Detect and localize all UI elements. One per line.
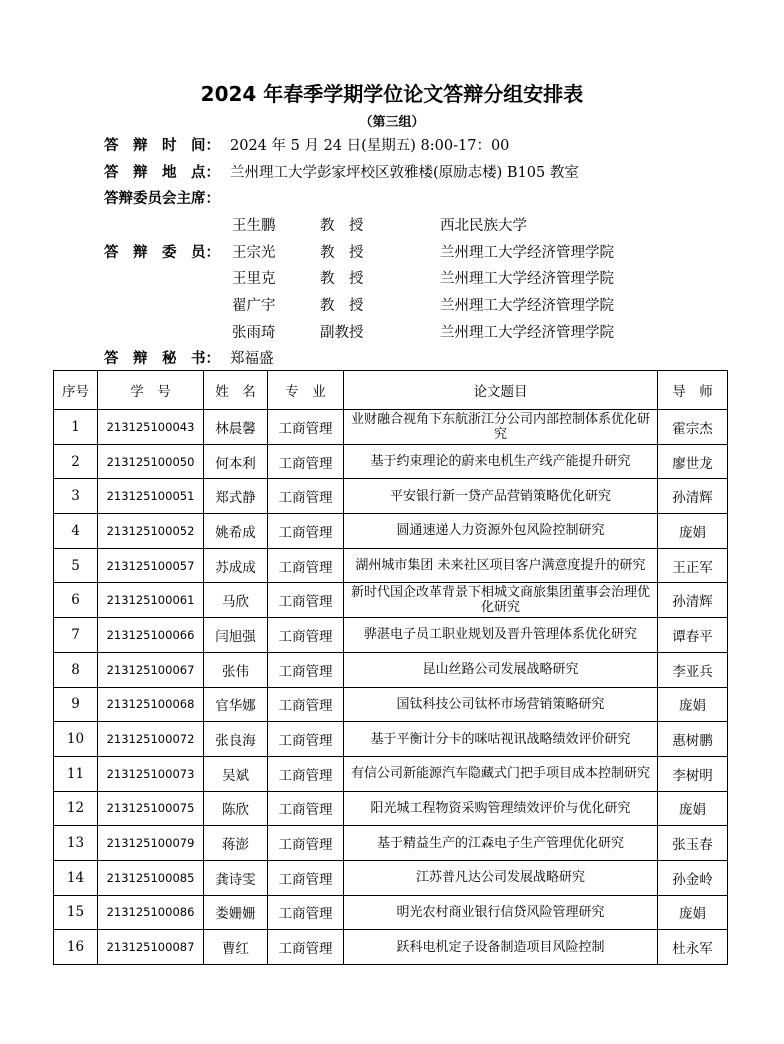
student-id: 213125100072 — [98, 722, 204, 757]
row-index: 15 — [54, 895, 98, 930]
secretary-row — [104, 348, 274, 370]
row-index: 14 — [54, 860, 98, 895]
defense-place-row — [104, 162, 579, 184]
table-row — [54, 548, 728, 583]
student-id: 213125100052 — [98, 514, 204, 549]
advisor: 孙清辉 — [658, 583, 728, 618]
advisor: 廖世龙 — [658, 444, 728, 479]
student-id: 213125100057 — [98, 548, 204, 583]
major: 工商管理 — [268, 930, 344, 965]
row-index: 6 — [54, 583, 98, 618]
row-index: 13 — [54, 826, 98, 861]
advisor: 庞娟 — [658, 687, 728, 722]
defense-time-value: 2024 年 5 月 24 日(星期五) 8:00-17：00 — [230, 138, 510, 154]
page-title: 2024 年春季学期学位论文答辩分组安排表 — [200, 82, 584, 106]
major: 工商管理 — [268, 444, 344, 479]
major: 工商管理 — [268, 548, 344, 583]
student-name: 曹红 — [204, 930, 268, 965]
member-name: 翟广宇 — [232, 298, 276, 314]
thesis-title: 基于精益生产的江森电子生产管理优化研究 — [344, 826, 658, 861]
row-index: 2 — [54, 444, 98, 479]
table-row — [54, 791, 728, 826]
student-id: 213125100068 — [98, 687, 204, 722]
header-student-id: 学 号 — [98, 371, 204, 410]
student-name: 马欣 — [204, 583, 268, 618]
member-title: 教 授 — [320, 245, 364, 261]
row-index: 16 — [54, 930, 98, 965]
member-title: 教 授 — [320, 218, 364, 234]
major: 工商管理 — [268, 479, 344, 514]
student-id: 213125100043 — [98, 410, 204, 445]
student-id: 213125100087 — [98, 930, 204, 965]
committee-chair-row — [104, 188, 230, 210]
header-major: 专 业 — [268, 371, 344, 410]
advisor: 庞娟 — [658, 791, 728, 826]
thesis-title: 新时代国企改革背景下相城文商旅集团董事会治理优化研究 — [344, 583, 658, 618]
thesis-title: 基于平衡计分卡的咪咕视讯战略绩效评价研究 — [344, 722, 658, 757]
member-title: 教 授 — [320, 271, 364, 287]
student-name: 蒋澎 — [204, 826, 268, 861]
table-row — [54, 756, 728, 791]
thesis-title: 业财融合视角下东航浙江分公司内部控制体系优化研究 — [344, 410, 658, 445]
advisor: 惠树鹏 — [658, 722, 728, 757]
header-thesis-title: 论文题目 — [344, 371, 658, 410]
table-row — [54, 618, 728, 653]
advisor: 谭春平 — [658, 618, 728, 653]
row-index: 9 — [54, 687, 98, 722]
advisor: 李树明 — [658, 756, 728, 791]
member-name: 张雨琦 — [232, 325, 276, 341]
row-index: 8 — [54, 652, 98, 687]
student-name: 龚诗雯 — [204, 860, 268, 895]
table-header-row — [54, 371, 728, 410]
member-org: 兰州理工大学经济管理学院 — [440, 245, 614, 261]
defense-time-label: 答 辩 时 间： — [104, 138, 220, 154]
thesis-title: 阳光城工程物资采购管理绩效评价与优化研究 — [344, 791, 658, 826]
student-name: 姚希成 — [204, 514, 268, 549]
major: 工商管理 — [268, 791, 344, 826]
member-name: 王生鹏 — [232, 218, 276, 234]
table-row — [54, 514, 728, 549]
thesis-title: 骅湛电子员工职业规划及晋升管理体系优化研究 — [344, 618, 658, 653]
secretary-label: 答 辩 秘 书： — [104, 351, 220, 367]
student-name: 闫旭强 — [204, 618, 268, 653]
group-subtitle: （第三组） — [359, 115, 425, 130]
row-index: 7 — [54, 618, 98, 653]
advisor: 霍宗杰 — [658, 410, 728, 445]
advisor: 庞娟 — [658, 514, 728, 549]
student-name: 陈欣 — [204, 791, 268, 826]
major: 工商管理 — [268, 756, 344, 791]
member-org: 兰州理工大学经济管理学院 — [440, 271, 614, 287]
major: 工商管理 — [268, 860, 344, 895]
thesis-title: 平安银行新一贷产品营销策略优化研究 — [344, 479, 658, 514]
advisor: 杜永军 — [658, 930, 728, 965]
advisor: 张玉春 — [658, 826, 728, 861]
major: 工商管理 — [268, 514, 344, 549]
table-row — [54, 895, 728, 930]
major: 工商管理 — [268, 410, 344, 445]
table-row — [54, 444, 728, 479]
student-id: 213125100075 — [98, 791, 204, 826]
student-name: 林晨馨 — [204, 410, 268, 445]
student-id: 213125100086 — [98, 895, 204, 930]
student-id: 213125100073 — [98, 756, 204, 791]
thesis-title: 有信公司新能源汽车隐藏式门把手项目成本控制研究 — [344, 756, 658, 791]
row-index: 1 — [54, 410, 98, 445]
defense-schedule-table — [53, 370, 728, 965]
table-row — [54, 722, 728, 757]
table-body — [54, 410, 728, 965]
thesis-title: 基于约束理论的蔚来电机生产线产能提升研究 — [344, 444, 658, 479]
table-row — [54, 479, 728, 514]
table-row — [54, 860, 728, 895]
thesis-title: 跃科电机定子设备制造项目风险控制 — [344, 930, 658, 965]
thesis-title: 圆通速递人力资源外包风险控制研究 — [344, 514, 658, 549]
major: 工商管理 — [268, 618, 344, 653]
advisor: 孙金岭 — [658, 860, 728, 895]
major: 工商管理 — [268, 826, 344, 861]
major: 工商管理 — [268, 583, 344, 618]
header-index: 序号 — [54, 371, 98, 410]
student-name: 何本利 — [204, 444, 268, 479]
row-index: 3 — [54, 479, 98, 514]
table-row — [54, 652, 728, 687]
member-title: 教 授 — [320, 298, 364, 314]
member-name: 王宗光 — [232, 245, 276, 261]
major: 工商管理 — [268, 652, 344, 687]
table-row — [54, 410, 728, 445]
student-name: 苏成成 — [204, 548, 268, 583]
student-name: 官华娜 — [204, 687, 268, 722]
advisor: 孙清辉 — [658, 479, 728, 514]
advisor: 李亚兵 — [658, 652, 728, 687]
student-id: 213125100066 — [98, 618, 204, 653]
header-advisor: 导 师 — [658, 371, 728, 410]
row-index: 12 — [54, 791, 98, 826]
member-name: 王里克 — [232, 271, 276, 287]
committee-members-label: 答 辩 委 员： — [104, 245, 220, 261]
table-row — [54, 583, 728, 618]
table-row — [54, 687, 728, 722]
major: 工商管理 — [268, 722, 344, 757]
thesis-title: 国钛科技公司钛杯市场营销策略研究 — [344, 687, 658, 722]
row-index: 10 — [54, 722, 98, 757]
secretary-name: 郑福盛 — [230, 351, 274, 367]
member-org: 兰州理工大学经济管理学院 — [440, 325, 614, 341]
advisor: 王正军 — [658, 548, 728, 583]
thesis-title: 昆山丝路公司发展战略研究 — [344, 652, 658, 687]
student-id: 213125100050 — [98, 444, 204, 479]
committee-chair-label: 答辩委员会主席： — [104, 191, 220, 207]
student-id: 213125100085 — [98, 860, 204, 895]
row-index: 11 — [54, 756, 98, 791]
student-name: 张伟 — [204, 652, 268, 687]
table-row — [54, 930, 728, 965]
student-id: 213125100051 — [98, 479, 204, 514]
member-title: 副教授 — [320, 325, 364, 341]
committee-members-row — [104, 242, 230, 264]
thesis-title: 湖州城市集团 未来社区项目客户满意度提升的研究 — [344, 548, 658, 583]
defense-place-label: 答 辩 地 点： — [104, 165, 220, 181]
student-id: 213125100067 — [98, 652, 204, 687]
major: 工商管理 — [268, 895, 344, 930]
student-id: 213125100061 — [98, 583, 204, 618]
row-index: 5 — [54, 548, 98, 583]
student-name: 娄姗姗 — [204, 895, 268, 930]
member-org: 西北民族大学 — [440, 218, 527, 234]
defense-place-value: 兰州理工大学彭家坪校区敦雅楼(原励志楼) B105 教室 — [230, 165, 579, 181]
header-name: 姓 名 — [204, 371, 268, 410]
defense-time-row — [104, 135, 509, 157]
table-row — [54, 826, 728, 861]
member-org: 兰州理工大学经济管理学院 — [440, 298, 614, 314]
row-index: 4 — [54, 514, 98, 549]
student-name: 张良海 — [204, 722, 268, 757]
thesis-title: 江苏普凡达公司发展战略研究 — [344, 860, 658, 895]
major: 工商管理 — [268, 687, 344, 722]
advisor: 庞娟 — [658, 895, 728, 930]
thesis-title: 明光农村商业银行信贷风险管理研究 — [344, 895, 658, 930]
student-id: 213125100079 — [98, 826, 204, 861]
student-name: 吴斌 — [204, 756, 268, 791]
student-name: 郑式静 — [204, 479, 268, 514]
